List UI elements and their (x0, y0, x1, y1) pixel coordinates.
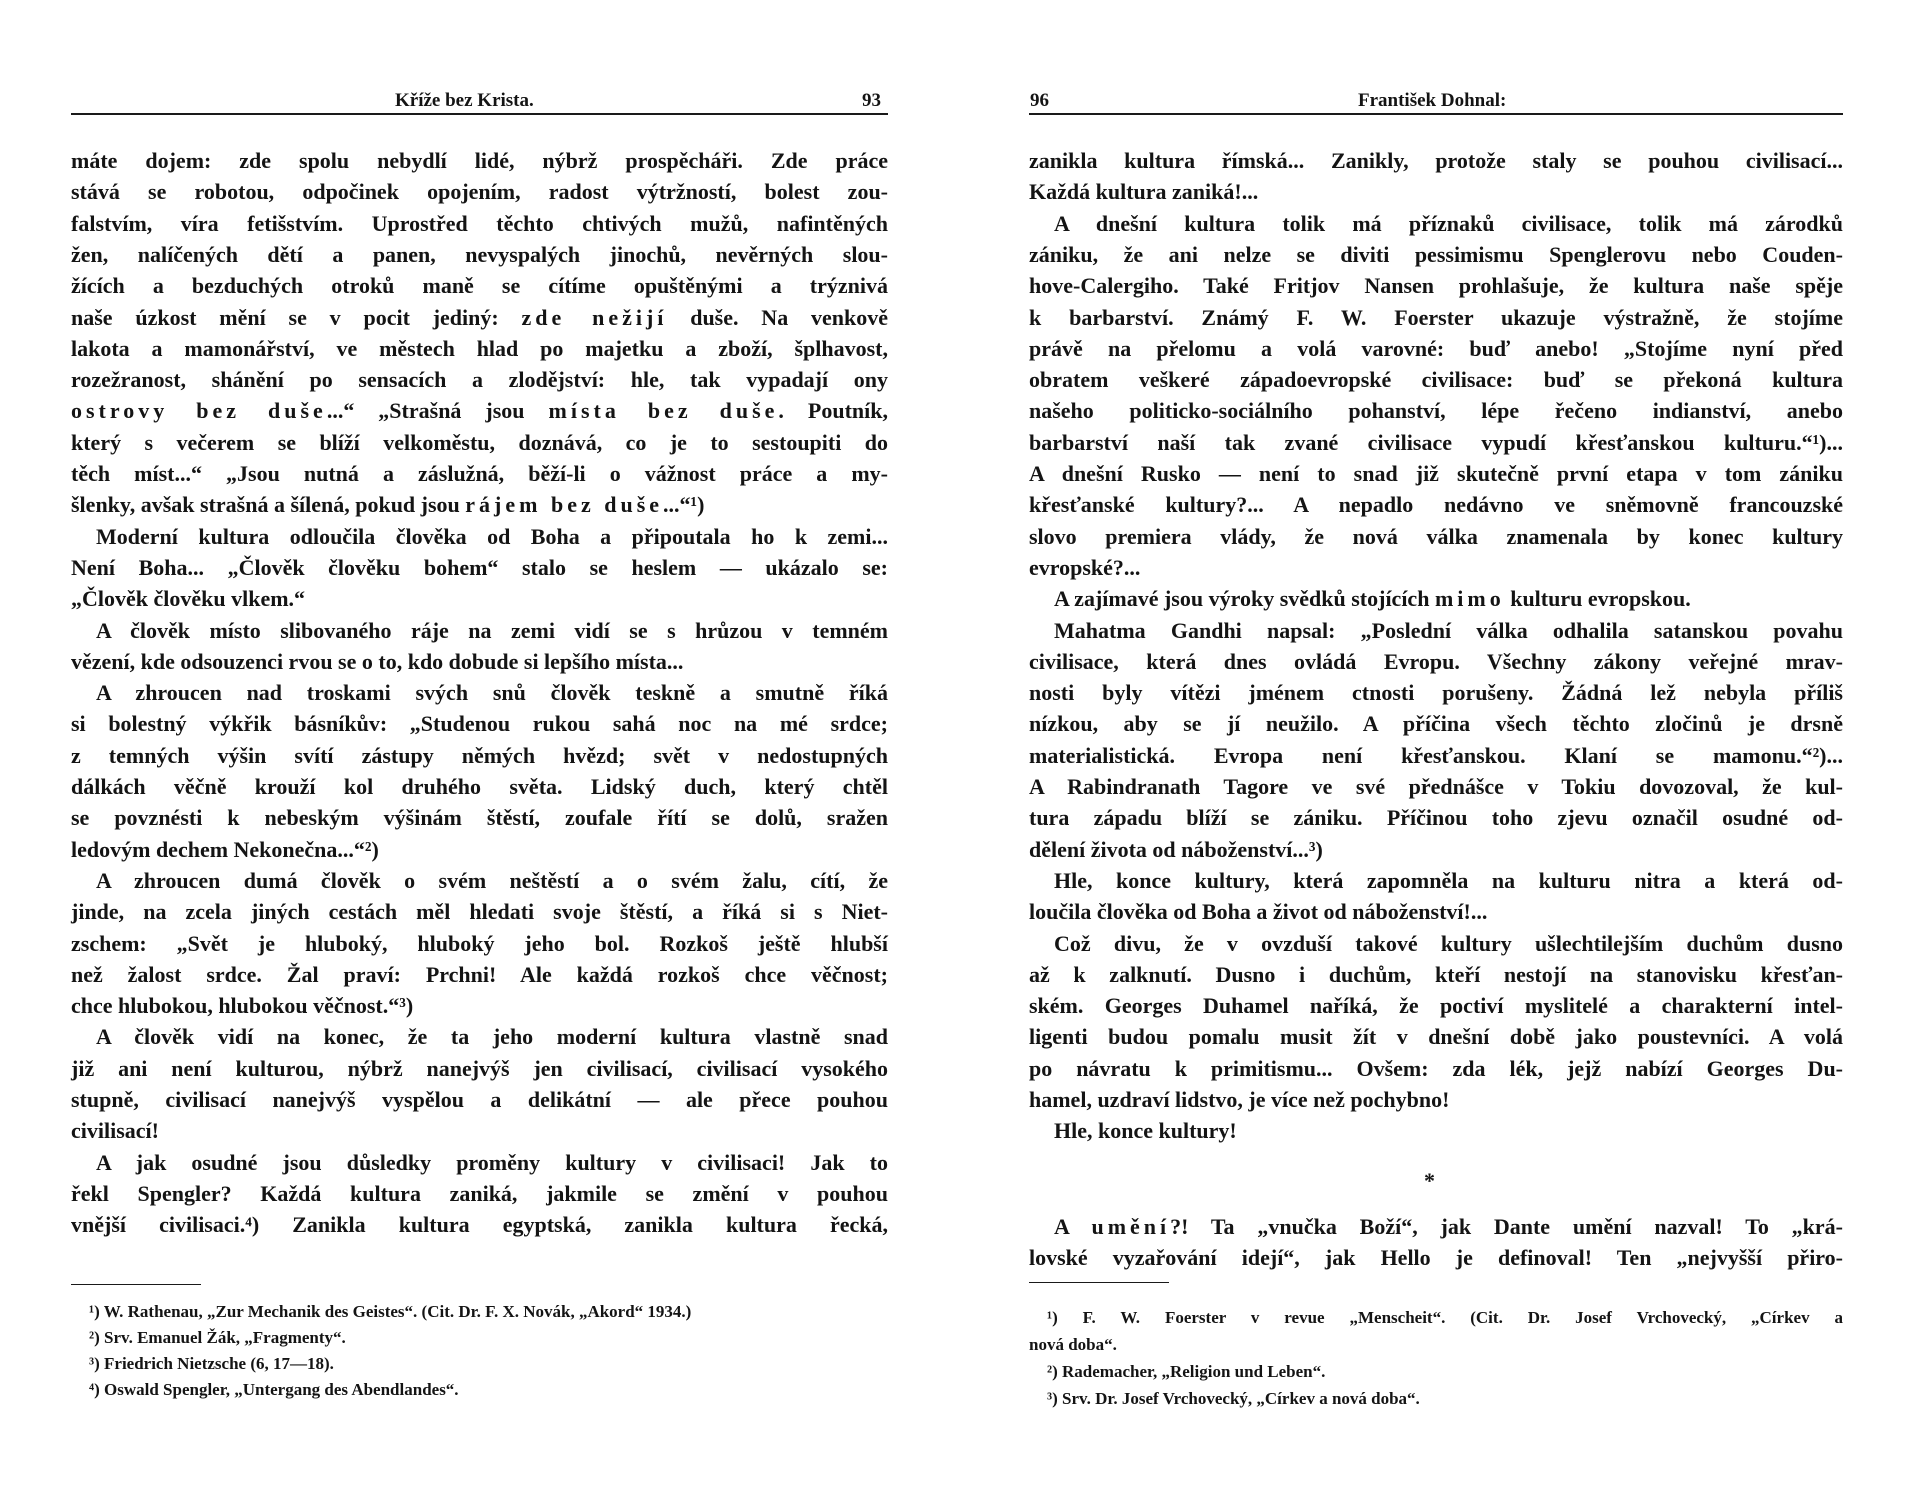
text-span: křesťanské kultury?... A nepadlo nedávno ve sněmovně francouzské (1029, 492, 1843, 518)
text-span: se povznésti k nebeským výšinám štěstí, zoufale řítí se dolů, sražen (71, 805, 888, 831)
text-span: A dnešní kultura tolik má příznaků civilisace, tolik má zárodků (1054, 210, 1843, 236)
text-line (1029, 708, 1843, 740)
footnote: ¹) F. W. Foerster v revue „Menscheit“. (Cit. Dr. Josef Vrchovecký, „Církev a (1047, 1308, 1843, 1327)
text-line (71, 1147, 888, 1179)
right-page (954, 0, 1908, 1500)
text-line (1029, 896, 1843, 928)
emphasized-text: rájem bez duše (465, 492, 664, 518)
footnote: ¹) W. Rathenau, „Zur Mechanik des Geistes“. (Cit. Dr. F. X. Novák, „Akord“ 1934.) (89, 1302, 692, 1321)
text-line (1029, 583, 1843, 615)
text-span: evropské?... (1029, 554, 1141, 580)
text-line (1029, 489, 1843, 521)
text-line (71, 1021, 888, 1053)
text-span: již ani není kulturou, nýbrž nanejvýš jen civilisací, civilisací vysokého (71, 1055, 888, 1081)
text-line (71, 615, 888, 647)
emphasized-text: umění (1091, 1214, 1171, 1239)
text-line (1029, 427, 1843, 459)
text-span: chce hlubokou, hlubokou věčnost.“³) (71, 993, 414, 1019)
text-line (1029, 1115, 1843, 1147)
text-span: lovské vyzařování idejí“, jak Hello je definoval! Ten „nejvyšší přiro- (1029, 1245, 1843, 1271)
text-span: máte dojem: zde spolu nebydlí lidé, nýbrž prospěcháři. Zde práce (71, 148, 888, 173)
text-line (1029, 615, 1843, 647)
text-line (71, 521, 888, 553)
text-span: řekl Spengler? Každá kultura zaniká, jakmile se změní v pouhou (71, 1180, 888, 1206)
text-line (1029, 802, 1843, 834)
text-line (71, 1053, 888, 1085)
text-line (71, 364, 888, 396)
text-span: ?! Ta „vnučka Boží“, jak Dante umění nazval! To „krá- (1170, 1214, 1843, 1239)
text-line (71, 708, 888, 740)
text-span: zanikla kultura římská... Zanikly, protože staly se pouhou civilisací... (1029, 148, 1843, 173)
text-line (71, 270, 888, 302)
text-span: který s večerem se blíží velkoměstu, doznává, co je to sestoupiti do (71, 429, 888, 455)
text-span: jinde, na zcela jiných cestách měl hledati svoje štěstí, a říká si s Niet- (71, 899, 888, 925)
text-span: zániku, že ani nelze se diviti pessimismu Spenglerovu nebo Couden- (1029, 241, 1843, 267)
text-span: žících a bezduchých otroků maně se cítíme opuštěnými a trýznivá (71, 273, 888, 299)
text-line (1029, 1021, 1843, 1053)
text-line (1029, 239, 1843, 271)
text-span: A zajímavé jsou výroky svědků stojících (1054, 586, 1435, 612)
text-line (71, 552, 888, 584)
text-span: nízkou, aby se jí neužilo. A příčina všech těchto zločinů je drsně (1029, 711, 1843, 737)
header-rule (1029, 113, 1843, 115)
text-line (1029, 677, 1843, 709)
text-span: Mahatma Gandhi napsal: „Poslední válka odhalila satanskou povahu (1054, 617, 1843, 643)
text-line (71, 583, 888, 615)
text-line (71, 771, 888, 803)
text-span: A Rabindranath Tagore ve své přednášce v Tokiu dovozoval, že kul- (1029, 774, 1843, 799)
text-line (1029, 646, 1843, 678)
text-line (1029, 990, 1843, 1022)
text-line (71, 1084, 888, 1116)
text-line (1029, 928, 1843, 960)
text-span: vnější civilisaci.⁴) Zanikla kultura egyptská, zanikla kultura řecká, (71, 1212, 888, 1238)
text-line (71, 677, 888, 709)
text-span: ligenti budou pomalu musit žít v dnešní době jako poustevníci. A volá (1029, 1024, 1843, 1050)
text-line (1029, 302, 1843, 334)
text-span: žen, nalíčených dětí a panen, nevyspalých jinochů, nevěrných slou- (71, 241, 888, 267)
text-span: slovo premiera vlády, že nová válka znamenala by konec kultury (1029, 523, 1843, 549)
text-line (71, 395, 888, 427)
text-line (1029, 333, 1843, 365)
text-span: ledovým dechem Nekonečna...“²) (71, 836, 379, 862)
text-line (1029, 552, 1843, 584)
text-line (1029, 208, 1843, 240)
text-span: rozežranost, shánění po sensacích a zlodějství: hle, tak vypadají ony (71, 367, 888, 393)
text-line (1029, 959, 1843, 991)
text-span: ...“ „Strašná jsou (326, 398, 549, 424)
page-number: 93 (862, 90, 881, 111)
text-span: . Poutník, (778, 398, 888, 424)
text-line (71, 489, 888, 521)
text-line (71, 302, 888, 334)
text-span: stává se robotou, odpočinek opojením, radost výtržností, bolest zou- (71, 179, 888, 205)
running-header-title: František Dohnal: (1358, 90, 1507, 111)
text-line (1029, 771, 1843, 803)
text-span: Což divu, že v ovzduší takové kultury ušlechtilejším duchům dusno (1054, 930, 1843, 956)
text-line (71, 1209, 888, 1241)
text-line (71, 458, 888, 490)
text-span: až k zalknutí. Dusno i duchům, kteří nestojí na stanovisku křesťan- (1029, 961, 1843, 987)
text-span: tura západu blíží se zániku. Příčinou toho zjevu označil osudné od- (1029, 805, 1843, 831)
text-line (71, 802, 888, 834)
text-line (71, 333, 888, 365)
text-line (1029, 834, 1843, 866)
text-span: barbarství naší tak zvané civilisace vypudí křesťanskou kulturu.“¹)... (1029, 429, 1843, 455)
text-line (1029, 145, 1843, 177)
text-line (71, 834, 888, 866)
text-line (1029, 1084, 1843, 1116)
text-span: si bolestný výkřik básníkův: „Studenou rukou sahá noc na mé srdce; (71, 711, 888, 737)
text-span: A zhroucen nad troskami svých snů člověk teskně a smutně říká (96, 680, 888, 706)
text-span: lakota a mamonářství, ve městech hlad po majetku a zboží, šplhavost, (71, 335, 888, 361)
text-line (1029, 458, 1843, 490)
text-line (1029, 1211, 1843, 1243)
text-line (1029, 740, 1843, 772)
text-line (71, 1115, 888, 1147)
text-line (71, 176, 888, 208)
text-span: Není Boha... „Člověk člověku bohem“ stalo se heslem — ukázalo se: (71, 554, 888, 580)
text-span: Moderní kultura odloučila člověka od Boha a připoutala ho k zemi... (96, 523, 888, 549)
text-span: než žalost srdce. Žal praví: Prchni! Ale každá rozkoš chce věčnost; (71, 961, 888, 987)
text-span: ském. Georges Duhamel naříká, že poctiví myslitelé a charakterní intel- (1029, 993, 1843, 1019)
text-line (1029, 865, 1843, 897)
footnote: ³) Srv. Dr. Josef Vrchovecký, „Církev a nová doba“. (1047, 1389, 1420, 1408)
footnote: ²) Rademacher, „Religion und Leben“. (1047, 1362, 1326, 1381)
text-span: Hle, konce kultury! (1054, 1118, 1237, 1144)
text-line (71, 208, 888, 240)
text-span: nosti byly vítězi jménem ctnosti porušeny. Žádná lež nebyla příliš (1029, 680, 1843, 706)
section-separator-star: * (1424, 1168, 1435, 1193)
text-line (1029, 270, 1843, 302)
footnote: ³) Friedrich Nietzsche (6, 17—18). (89, 1354, 334, 1373)
footnote-rule (71, 1284, 201, 1285)
text-span: materialistická. Evropa není křesťanskou. Klaní se mamonu.“²)... (1029, 742, 1843, 768)
text-span: A dnešní Rusko — není to snad již skutečně první etapa v tom zániku (1029, 461, 1843, 486)
text-line (71, 865, 888, 897)
text-line (71, 427, 888, 459)
text-span: A člověk vidí na konec, že ta jeho moderní kultura vlastně snad (96, 1024, 888, 1050)
text-line (71, 1178, 888, 1210)
text-line (71, 740, 888, 772)
text-line (1029, 521, 1843, 553)
text-span: po návratu k primitismu... Ovšem: zda lék, jejž nabízí Georges Du- (1029, 1055, 1843, 1081)
header-rule (71, 113, 888, 115)
text-span: z temných výšin svítí zástupy němých hvězd; svět v nedostupných (71, 742, 888, 768)
text-span: civilisací! (71, 1118, 159, 1144)
text-span: Každá kultura zaniká!... (1029, 179, 1259, 205)
text-span: A zhroucen dumá člověk o svém neštěstí a o svém žalu, cítí, že (96, 867, 888, 893)
text-span: Hle, konce kultury, která zapomněla na kulturu nitra a která od- (1054, 867, 1843, 893)
text-line (71, 896, 888, 928)
text-span: naše úzkost mění se v pocit jediný: (71, 304, 522, 330)
text-line (71, 990, 888, 1022)
emphasized-text: ostrovy bez duše (71, 398, 327, 424)
text-span: „Člověk člověku vlkem.“ (71, 586, 306, 612)
footnote: ²) Srv. Emanuel Žák, „Fragmenty“. (89, 1328, 346, 1347)
text-span: šlenky, avšak strašná a šílená, pokud jsou (71, 492, 466, 518)
emphasized-text: místa bez duše (548, 398, 779, 424)
text-span: vězení, kde odsouzenci rvou se o to, kdo dobude si lepšího místa... (71, 648, 684, 674)
footnote: nová doba“. (1029, 1335, 1117, 1354)
text-span: A jak osudné jsou důsledky proměny kultury v civilisaci! Jak to (96, 1149, 888, 1175)
text-line (71, 928, 888, 960)
text-span: A člověk místo slibovaného ráje na zemi vidí se s hrůzou v temném (96, 617, 888, 643)
text-line (71, 646, 888, 678)
text-span: ...“¹) (663, 492, 705, 518)
footnote-rule (1029, 1282, 1169, 1283)
page-number: 96 (1030, 90, 1049, 111)
text-line (71, 959, 888, 991)
text-span: A (1054, 1214, 1092, 1239)
text-line (1029, 1053, 1843, 1085)
text-span: stupně, civilisací nanejvýš vyspělou a delikátní — ale přece pouhou (71, 1087, 888, 1112)
text-span: těch míst...“ „Jsou nutná a záslužná, běží-li o vážnost práce a my- (71, 461, 888, 486)
text-span: obratem veškeré západoevropské civilisace: buď se překoná kultura (1029, 367, 1843, 393)
emphasized-text: zde nežijí (521, 304, 668, 330)
text-span: našeho politicko-sociálního pohanství, lépe řečeno indianství, anebo (1029, 398, 1843, 424)
footnote: ⁴) Oswald Spengler, „Untergang des Abendlandes“. (89, 1380, 459, 1399)
text-span: civilisace, která dnes ovládá Evropu. Všechny zákony veřejné mrav- (1029, 648, 1843, 674)
text-span: dálkách věčně krouží kol druhého světa. Lidský duch, který chtěl (71, 774, 888, 799)
text-line (1029, 176, 1843, 208)
text-line (1029, 364, 1843, 396)
text-span: k barbarství. Známý F. W. Foerster ukazuje výstražně, že stojíme (1029, 304, 1843, 330)
text-span: hamel, uzdraví lidstvo, je více než pochybno! (1029, 1087, 1450, 1112)
text-span: duše. Na venkově (667, 304, 888, 330)
text-span: dělení života od náboženství...³) (1029, 836, 1323, 862)
text-line (1029, 395, 1843, 427)
text-span: zschem: „Svět je hluboký, hluboký jeho bol. Rozkoš ještě hlubší (71, 930, 888, 956)
emphasized-text: mimo (1434, 586, 1505, 612)
text-span: loučila člověka od Boha a život od náboženství!... (1029, 899, 1488, 925)
text-span: hove-Calergiho. Také Fritjov Nansen prohlašuje, že kultura naše spěje (1029, 273, 1843, 299)
text-line (71, 239, 888, 271)
text-span: falstvím, víra fetišstvím. Uprostřed těchto chtivých mužů, nafintěných (71, 210, 888, 236)
text-line (1029, 1242, 1843, 1274)
text-span: právě na přelomu a volá varovné: buď anebo! „Stojíme nyní před (1029, 335, 1843, 361)
running-header-title: Kříže bez Krista. (395, 90, 534, 111)
text-line (71, 145, 888, 177)
text-span: kulturu evropskou. (1504, 586, 1691, 612)
